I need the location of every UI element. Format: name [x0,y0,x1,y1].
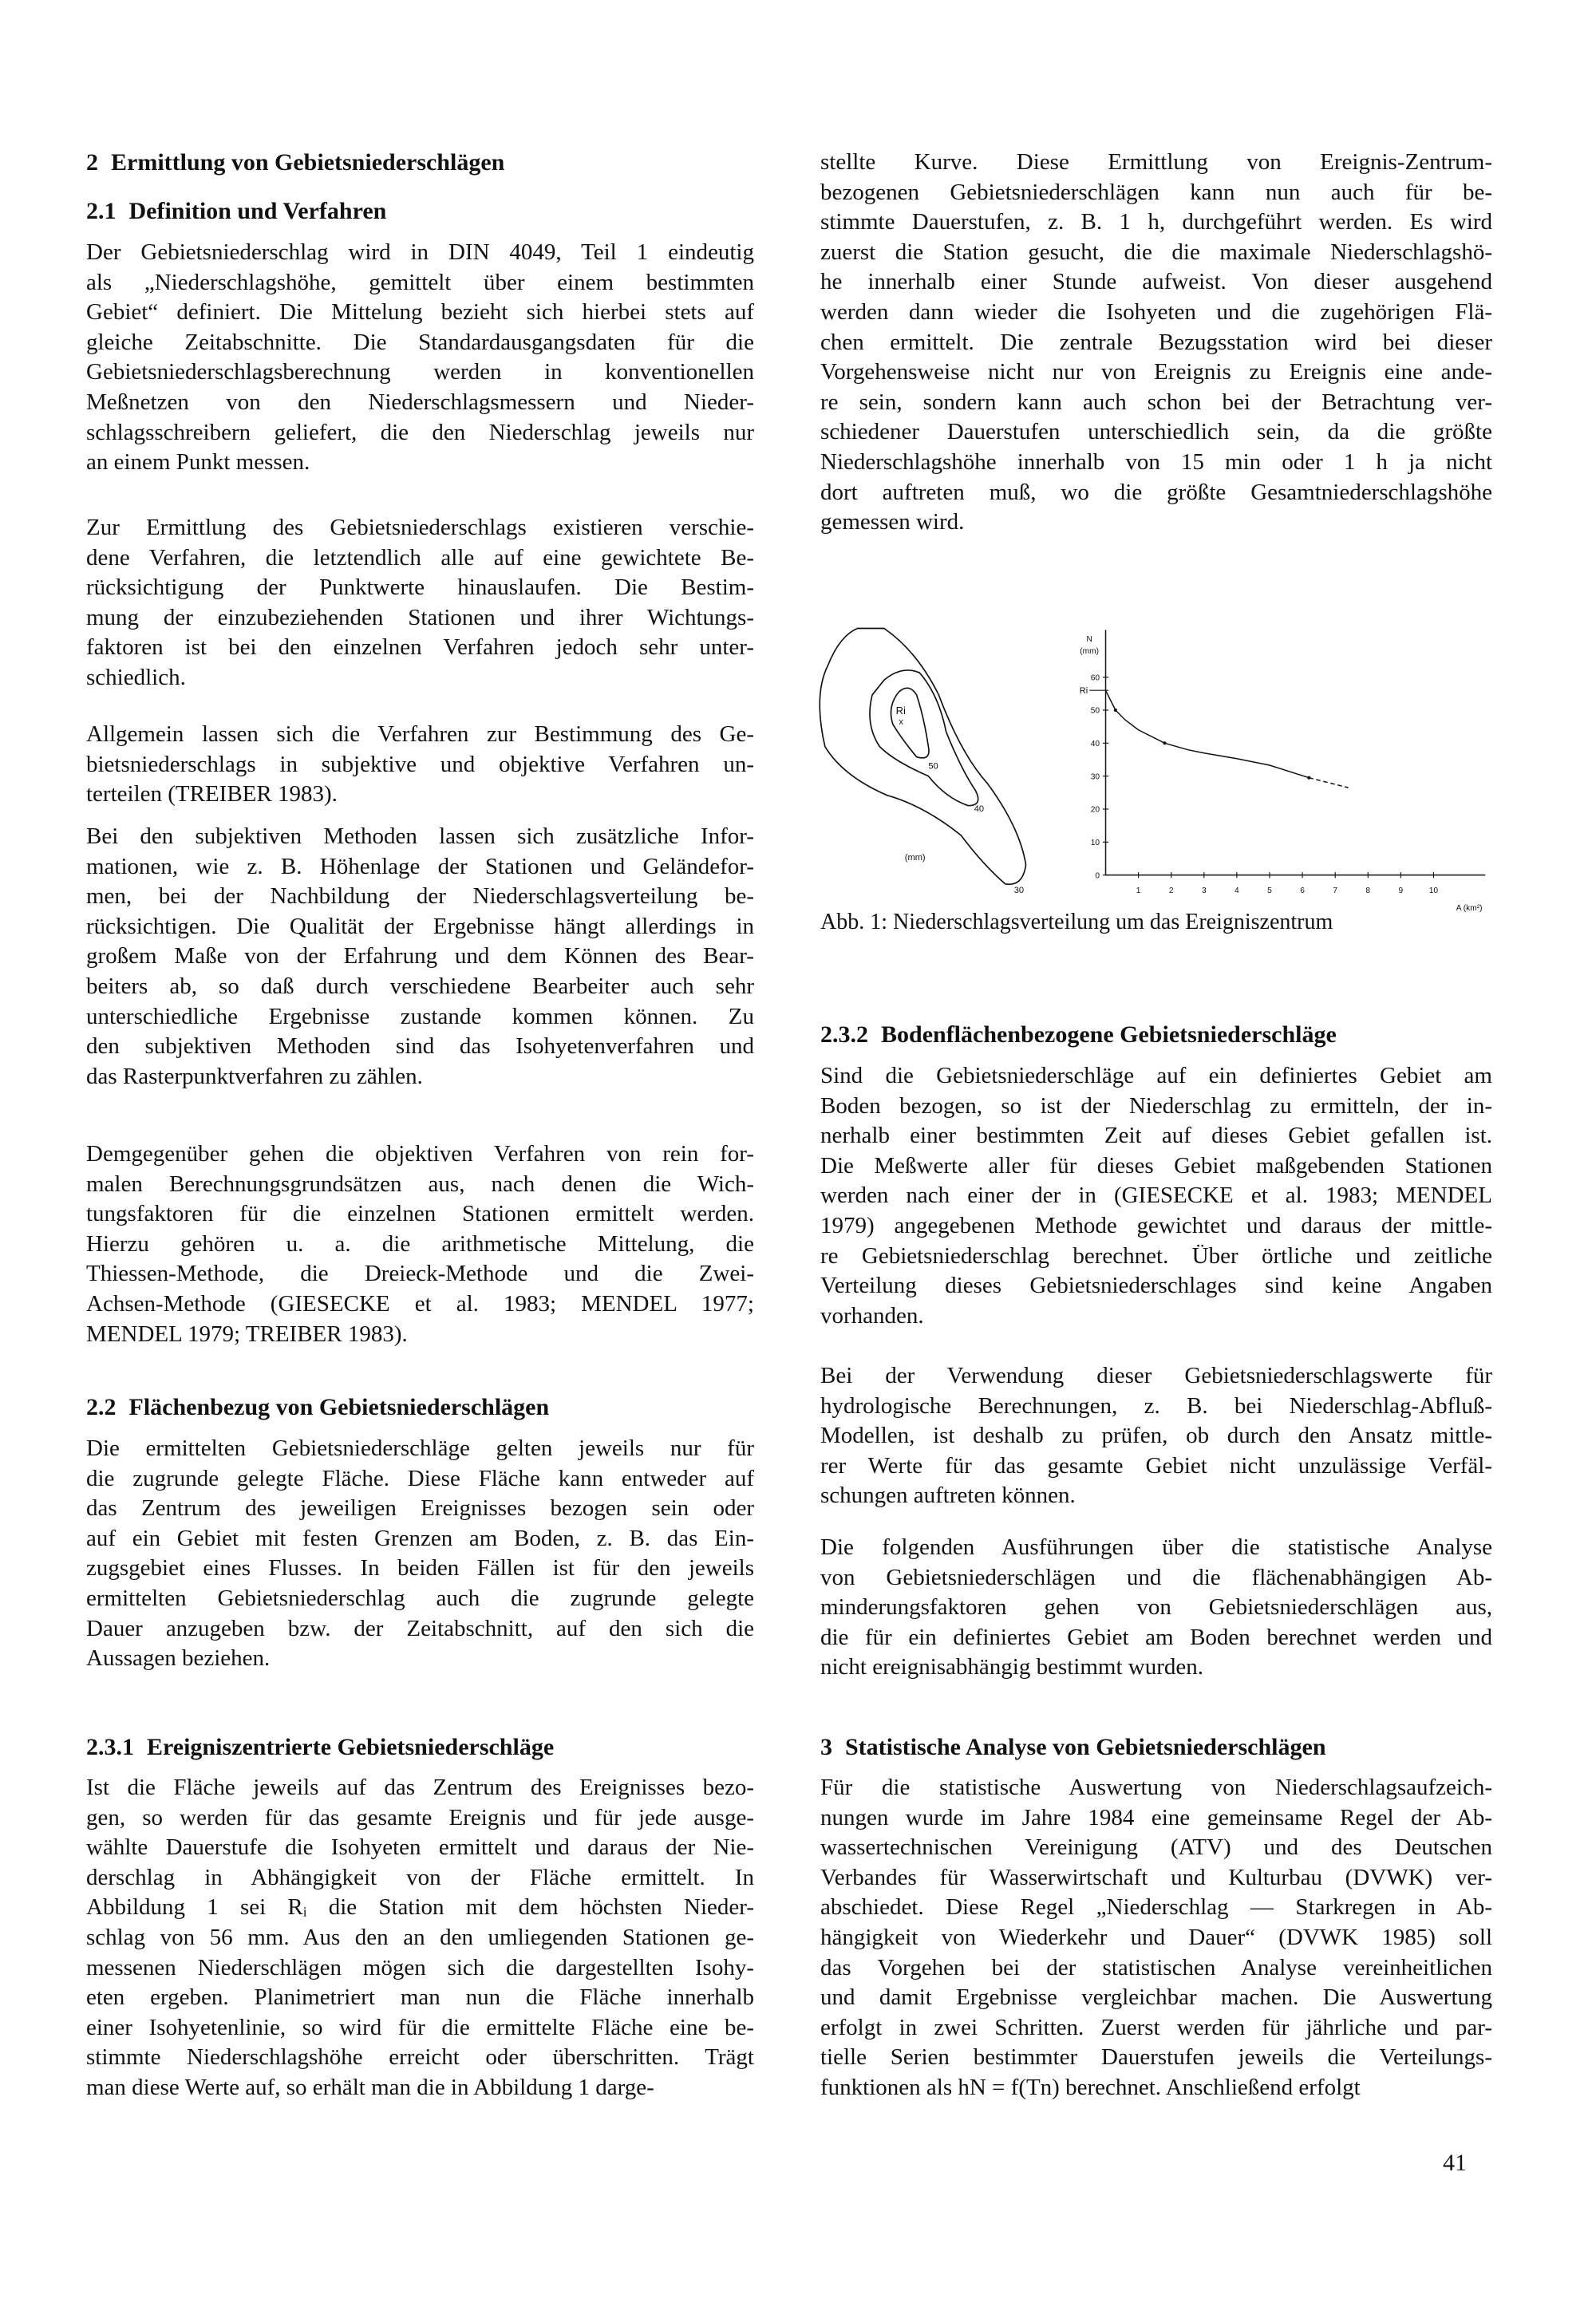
text-line: Sind die Gebietsniederschläge auf ein definiertes Gebiet am [820,1063,1492,1088]
section-title: Ereigniszentrierte Gebietsniederschläge [147,1734,555,1760]
text-line: schiedlich. [86,664,186,690]
text-line: zuerst die Station gesucht, die die maximale Niederschlagshö- [820,239,1492,265]
isohyet-label-30: 30 [1013,885,1025,895]
text-line: dene Verfahren, die letztendlich alle auf eine gewichtete Be- [86,544,754,571]
text-line: Ist die Fläche jeweils auf das Zentrum des Ereignisses bezo- [86,1775,754,1800]
section-heading [820,1020,1492,1050]
text-line: erfolgt in zwei Schritten. Zuerst werden für jährliche und par- [820,2014,1492,2040]
text-line: MENDEL 1979; TREIBER 1983). [86,1321,408,1347]
text-line: he innerhalb einer Stunde aufweist. Von dieser ausgehend [820,269,1492,295]
text-line: nicht ereignisabhängig bestimmt wurden. [820,1654,1204,1680]
text-line: Gebiet“ definiert. Die Mittelung bezieht sich hierbei stets auf [86,299,754,326]
text-line: Aussagen beziehen. [86,1645,271,1672]
text-line: Hierzu gehören u. a. die arithmetische Mittelung, die [86,1230,754,1257]
text-line: terteilen (TREIBER 1983). [86,781,338,808]
section-heading [86,196,754,227]
text-line: den subjektiven Methoden sind das Isohyetenverfahren und [86,1033,754,1060]
text-line: man diese Werte auf, so erhält man die in Abbildung 1 darge- [86,2074,654,2100]
section-heading [86,148,754,178]
text-line: gen, so werden für das gesamte Ereignis und für jede ausge- [86,1804,754,1830]
x-tick-label: 8 [1365,886,1371,895]
text-line: werden nach einer der in (GIESECKE et al. 1983; MENDEL [820,1183,1492,1209]
text-line: Modellen, ist deshalb zu prüfen, ob durch den Ansatz mittle- [820,1423,1492,1449]
text-line: Boden bezogen, so ist der Niederschlag zu ermitteln, der in- [820,1092,1492,1119]
data-point [1163,741,1166,744]
text-line: wählte Dauerstufe die Isohyeten ermittelt und daraus der Nie- [86,1834,754,1861]
x-tick-label: 7 [1333,886,1338,895]
text-line: stimmte Niederschlagshöhe erreicht oder überschritten. Trägt [86,2044,754,2071]
map-unit: (mm) [904,853,926,863]
section-number: 2.3.2 [820,1021,868,1048]
text-line: zugsgebiet eines Flusses. In beiden Fällen ist für den jeweils [86,1555,754,1582]
text-line: malen Berechnungsgrundsätzen aus, nach denen die Wich- [86,1171,754,1197]
text-line: Die folgenden Ausführungen über die statistische Analyse [820,1534,1492,1560]
text-line: Die Meßwerte aller für dieses Gebiet maßgebenden Stationen [820,1152,1492,1179]
text-line: bezogenen Gebietsniederschlägen kann nun auch für be- [820,179,1492,205]
text-line: die zugrunde gelegte Fläche. Diese Fläche kann entweder auf [86,1465,754,1491]
section-heading [86,1392,754,1423]
text-line: Meßnetzen von den Niederschlagsmessern und Nieder- [86,389,754,415]
paragraph [86,1773,754,2103]
text-line: rücksichtigen. Die Qualität der Ergebnisse hängt allerdings in [86,913,754,939]
isohyet-40 [870,670,978,806]
text-line: hängigkeit von Wiederkehr und Dauer“ (DVWK 1985) soll [820,1924,1492,1950]
text-line: 1979) angegebenen Methode gewichtet und daraus der mittle- [820,1212,1492,1238]
page-number: 41 [1443,2150,1467,2176]
text-line: minderungsfaktoren gehen von Gebietsniederschlägen aus, [820,1594,1492,1621]
text-line: Gebietsniederschlagsberechnung werden in konventionellen [86,359,754,385]
section-number: 2.2 [86,1394,117,1420]
text-line: Bei der Verwendung dieser Gebietsniederschlagswerte für [820,1363,1492,1388]
text-line: Demgegenüber gehen die objektiven Verfahren von rein for- [86,1141,754,1167]
text-line: messenen Niederschlägen mögen sich die dargestellten Isohy- [86,1954,754,1980]
text-line: Verteilung dieses Gebietsniederschlages sind keine Angaben [820,1273,1492,1299]
isohyet-label-40: 40 [974,804,985,815]
y-tick-label: 50 [1090,706,1100,716]
text-line: rer Werte für das gesamte Gebiet nicht unzulässige Verfäl- [820,1452,1492,1479]
x-tick-label: 10 [1428,886,1439,895]
text-line: großem Maße von der Erfahrung und dem Können des Bear- [86,943,754,969]
section-number: 2.1 [86,198,117,224]
section-title: Definition und Verfahren [128,198,387,224]
text-line: das Zentrum des jeweiligen Ereignisses bezogen sein oder [86,1495,754,1522]
text-line: stellte Kurve. Diese Ermittlung von Ereignis-Zentrum- [820,149,1492,175]
text-line: nerhalb einer bestimmten Zeit auf dieses Gebiet gefallen ist. [820,1123,1492,1149]
text-line: bietsniederschlags in subjektive und objektive Verfahren un- [86,751,754,777]
paragraph [86,720,754,810]
text-line: von Gebietsniederschlägen und die flächenabhängigen Ab- [820,1564,1492,1590]
text-line: schiedener Dauerstufen unterschiedlich sein, da die größte [820,419,1492,445]
isohyet-50 [891,688,929,757]
paragraph [86,822,754,1092]
text-line: das Vorgehen bei der statistischen Analyse vereinheitlichen [820,1954,1492,1980]
y-tick-label: 0 [1095,871,1100,881]
text-line: gleiche Zeitabschnitte. Die Standardausgangsdaten für die [86,329,754,355]
isohyet-label-50: 50 [928,761,938,772]
section-number: 2 [86,149,98,176]
data-point [1114,709,1117,712]
y-axis-label: N [1086,635,1092,645]
text-line: dort auftreten muß, wo die größte Gesamtniederschlagshöhe [820,479,1492,505]
text-line: tielle Serien bestimmter Dauerstufen jeweils die Verteilungs- [820,2044,1492,2071]
text-line: werden dann wieder die Isohyeten und die zugehörigen Flä- [820,298,1492,325]
x-tick-label: 4 [1235,886,1239,895]
x-tick-label: 3 [1201,886,1207,895]
y-axis-unit: (mm) [1080,646,1100,656]
x-tick-label: 1 [1136,886,1141,895]
section-heading [820,1732,1492,1763]
x-tick-label: 2 [1168,886,1174,895]
text-line: Der Gebietsniederschlag wird in DIN 4049, Teil 1 eindeutig [86,239,754,265]
text-line: hydrologische Berechnungen, z. B. bei Niederschlag-Abfluß- [820,1392,1492,1419]
series-measured [1106,690,1310,778]
x-axis-label: A (km²) [1456,904,1483,914]
y-tick-label: 30 [1090,772,1100,782]
paragraph [820,1533,1492,1683]
section-title: Flächenbezug von Gebietsniederschlägen [128,1394,550,1420]
y-tick-label: 40 [1090,740,1100,749]
text-line: Abbildung 1 sei Rᵢ die Station mit dem höchsten Nieder- [86,1894,754,1921]
section-title: Ermittlung von Gebietsniederschlägen [111,149,505,176]
text-line: chen ermittelt. Die zentrale Bezugsstation wird bei dieser [820,329,1492,355]
text-line: vorhanden. [820,1302,924,1329]
paragraph [820,148,1492,538]
paragraph [86,238,754,478]
text-line: eten ergeben. Planimetriert man nun die Fläche innerhalb [86,1984,754,2011]
text-line: tungsfaktoren für die einzelnen Stationen ermittelt werden. [86,1201,754,1227]
text-line: als „Niederschlagshöhe, gemittelt über einem bestimmten [86,269,754,295]
section-title: Bodenflächenbezogene Gebietsniederschläge [881,1021,1337,1048]
text-line: gemessen wird. [820,509,965,535]
section-title: Statistische Analyse von Gebietsniederschlägen [845,1734,1326,1760]
text-line: Niederschlagshöhe innerhalb von 15 min oder 1 h ja nicht [820,448,1492,475]
text-line: schungen auftreten können. [820,1483,1076,1509]
text-line: beiters ab, so daß durch verschiedene Bearbeiter auch sehr [86,973,754,999]
text-line: rücksichtigung der Punktwerte hinauslaufen. Die Bestim- [86,575,754,601]
text-line: einer Isohyetenlinie, so wird für die ermittelte Fläche eine be- [86,2014,754,2040]
x-tick-label: 9 [1398,886,1404,895]
text-line: Dauer anzugeben bzw. der Zeitabschnitt, auf den sich die [86,1615,754,1641]
text-line: re Gebietsniederschlag berechnet. Über örtliche und zeitliche [820,1242,1492,1269]
paragraph [86,1434,754,1674]
text-line: die für ein definiertes Gebiet am Boden berechnet werden und [820,1624,1492,1650]
station-mark: x [899,717,903,727]
text-line: Für die statistische Auswertung von Niederschlagsaufzeich- [820,1775,1492,1800]
text-line: auf ein Gebiet mit festen Grenzen am Boden, z. B. das Ein- [86,1525,754,1551]
text-line: Verbandes für Wasserwirtschaft und Kulturbau (DVWK) ver- [820,1864,1492,1890]
paragraph [820,1773,1492,2103]
text-line: Die ermittelten Gebietsniederschläge gelten jeweils nur für [86,1435,754,1461]
text-line: an einem Punkt messen. [86,449,310,476]
text-line: Vorgehensweise nicht nur von Ereignis zu Ereignis eine ande- [820,359,1492,385]
y-tick-label: 20 [1090,805,1100,815]
series-extrapolated [1309,778,1348,788]
text-line: und damit Ergebnisse vergleichbar machen. Die Auswertung [820,1984,1492,2011]
text-line: derschlag in Abhängigkeit von der Fläche ermittelt. In [86,1864,754,1890]
section-number: 3 [820,1734,832,1760]
figure-1 [813,614,1507,931]
text-line: schlagsschreibern geliefert, die den Niederschlag jeweils nur [86,419,754,445]
paragraph [820,1361,1492,1511]
text-line: mung der einzubeziehenden Stationen und ihrer Wichtungs- [86,604,754,630]
text-line: Achsen-Methode (GIESECKE et al. 1983; MENDEL 1977; [86,1290,754,1317]
text-line: faktoren ist bei den einzelnen Verfahren jedoch sehr unter- [86,634,754,661]
text-line: Zur Ermittlung des Gebietsniederschlags existieren verschie- [86,515,754,540]
isohyet-map [820,629,1025,885]
paragraph [820,1061,1492,1331]
paragraph [86,1139,754,1349]
ri-marker-label: Ri [1079,685,1088,696]
section-heading [86,1732,754,1763]
x-tick-label: 5 [1267,886,1272,895]
area-depth-chart [1080,630,1485,913]
text-line: re sein, sondern kann auch schon bei der Betrachtung ver- [820,389,1492,415]
section-number: 2.3.1 [86,1734,134,1760]
station-label: Ri [895,704,906,717]
text-line: unterschiedliche Ergebnisse zustande kommen können. Zu [86,1003,754,1029]
text-line: Bei den subjektiven Methoden lassen sich zusätzliche Infor- [86,823,754,849]
data-point [1307,776,1310,780]
text-line: ermittelten Gebietsniederschlag auch die zugrunde gelegte [86,1585,754,1611]
text-line: Thiessen-Methode, die Dreieck-Methode und die Zwei- [86,1261,754,1287]
figure-caption: Abb. 1: Niederschlagsverteilung um das Ereigniszentrum [820,910,1333,934]
text-line: Allgemein lassen sich die Verfahren zur Bestimmung des Ge- [86,721,754,747]
y-tick-label: 10 [1090,839,1100,848]
text-line: wassertechnischen Vereinigung (ATV) und des Deutschen [820,1834,1492,1861]
text-line: stimmte Dauerstufen, z. B. 1 h, durchgeführt werden. Es wird [820,209,1492,235]
text-line: das Rasterpunktverfahren zu zählen. [86,1063,423,1089]
text-line: schlag von 56 mm. Aus den an den umliegenden Stationen ge- [86,1924,754,1950]
text-line: funktionen als hN = f(Tn) berechnet. Anschließend erfolgt [820,2074,1361,2100]
text-line: mationen, wie z. B. Höhenlage der Stationen und Geländefor- [86,853,754,879]
text-line: nungen wurde im Jahre 1984 eine gemeinsame Regel der Ab- [820,1804,1492,1830]
text-line: abschiedet. Diese Regel „Niederschlag — Starkregen in Ab- [820,1894,1492,1921]
paragraph [86,513,754,693]
text-line: men, bei der Nachbildung der Niederschlagsverteilung be- [86,883,754,910]
x-tick-label: 6 [1300,886,1305,895]
isohyet-30 [820,629,1025,885]
y-tick-label: 60 [1090,673,1100,683]
